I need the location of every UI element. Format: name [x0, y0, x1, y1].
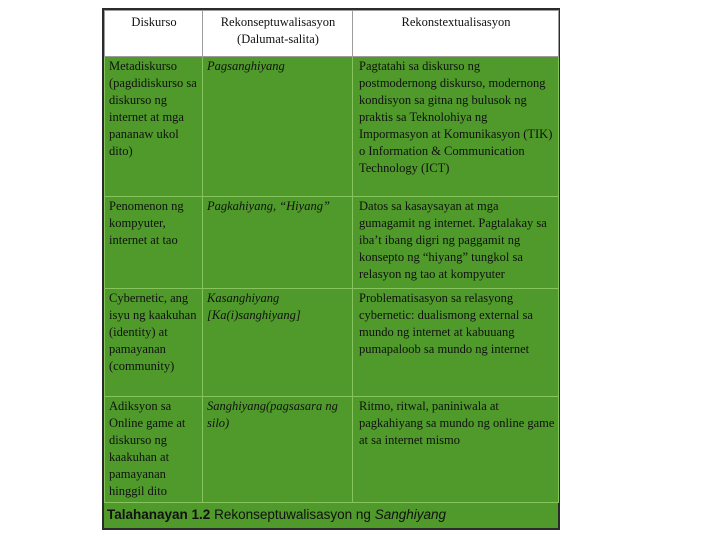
table-row — [105, 289, 559, 397]
cell-rekonstextualisasyon: Pagtatahi sa diskurso ng postmodernong diskurso, modernong kondisyon sa gitna ng bulusok ng praktis sa Teknolohiya ng Impormasyon at Komunikasyon (TIK) o Information & Communication Technology (ICT) — [353, 57, 559, 197]
cell-diskurso: Penomenon ng kompyuter, internet at tao — [105, 197, 203, 289]
cell-rekonseptuwalisasyon: Sanghiyang(pagsasara ng silo) — [203, 397, 353, 503]
caption-italic-word: Sanghiyang — [374, 507, 447, 522]
cell-diskurso: Cybernetic, ang isyu ng kaakuhan (identity) at pamayanan (community) — [105, 289, 203, 397]
caption-prefix: Talahanayan 1.2 — [107, 507, 211, 522]
table-row — [105, 197, 559, 289]
cell-diskurso: Metadiskurso (pagdidiskurso sa diskurso ng internet at mga pananaw ukol dito) — [105, 57, 203, 197]
cell-rekonstextualisasyon: Problematisasyon sa relasyong cybernetic: dualismong external sa mundo ng internet at kabuuang pumapaloob sa mundo ng internet — [353, 289, 559, 397]
concept-table — [104, 10, 559, 503]
header-diskurso: Diskurso — [105, 11, 203, 57]
table-frame — [102, 8, 560, 530]
table-caption — [107, 507, 446, 522]
cell-rekonseptuwalisasyon: Pagkahiyang, “Hiyang” — [203, 197, 353, 289]
caption-text: Rekonseptuwalisasyon ng — [214, 507, 371, 522]
cell-rekonstextualisasyon: Ritmo, ritwal, paniniwala at pagkahiyang sa mundo ng online game at sa internet mismo — [353, 397, 559, 503]
cell-rekonseptuwalisasyon: Kasanghiyang [Ka(i)sanghiyang] — [203, 289, 353, 397]
header-rekonseptuwalisasyon: Rekonseptuwalisasyon (Dalumat-salita) — [203, 11, 353, 57]
table-row — [105, 397, 559, 503]
table-row — [105, 57, 559, 197]
cell-rekonseptuwalisasyon: Pagsanghiyang — [203, 57, 353, 197]
header-rekonstextualisasyon: Rekonstextualisasyon — [353, 11, 559, 57]
table-header-row — [105, 11, 559, 57]
cell-diskurso: Adiksyon sa Online game at diskurso ng kaakuhan at pamayanan hinggil dito — [105, 397, 203, 503]
cell-rekonstextualisasyon: Datos sa kasaysayan at mga gumagamit ng internet. Pagtalakay sa iba’t ibang digri ng paggamit ng konsepto ng “hiyang” tungkol sa relasyon ng tao at kompyuter — [353, 197, 559, 289]
